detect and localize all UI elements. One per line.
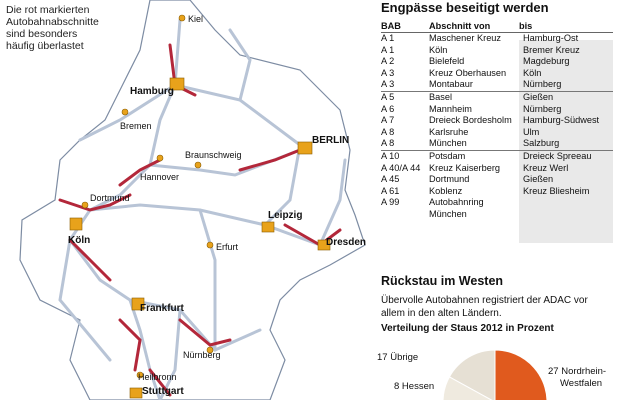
cell-to: Ulm	[523, 126, 540, 137]
cell-bab: A 1	[381, 33, 395, 43]
cell-to: Kreuz Bliesheim	[523, 185, 590, 196]
chart-subtitle: Verteilung der Staus 2012 in Prozent	[381, 323, 554, 334]
cell-to: Gießen	[523, 174, 554, 185]
cell-to: Nürnberg	[523, 103, 562, 114]
table-row	[381, 104, 613, 116]
cell-from: Autobahnring München	[429, 197, 484, 219]
cell-bab: A 2	[381, 56, 395, 67]
pie-label-uebrige: 17 Übrige	[377, 352, 419, 363]
table-row	[381, 79, 613, 91]
cell-from: Basel	[429, 91, 519, 103]
cell-bab: A 99	[381, 197, 400, 208]
city-label-erfurt: Erfurt	[216, 242, 239, 252]
bottleneck-panel	[381, 0, 613, 221]
cell-from: Dreieck Bordesholm	[429, 115, 512, 126]
cell-from: Köln	[429, 44, 448, 55]
table-row	[381, 186, 613, 198]
table-row	[381, 68, 613, 80]
table-row	[381, 45, 613, 57]
city-label-berlin: BERLIN	[312, 135, 350, 146]
pie-label-nrw-2: Westfalen	[560, 378, 603, 389]
cell-from: Dortmund	[429, 174, 470, 185]
table-row	[381, 91, 613, 103]
cell-bab: A 1	[381, 44, 395, 55]
map-note: Die rot markierten Autobahnabschnitte sind besonders häufig überlastet	[6, 4, 99, 52]
germany-outline	[20, 0, 365, 400]
city-label-koeln: Köln	[68, 235, 91, 246]
city-label-hannover: Hannover	[140, 172, 180, 182]
cell-bab: A 8	[381, 126, 395, 137]
pie-slice-nordrhein-westfalen	[495, 350, 547, 400]
table-row	[381, 163, 613, 175]
city-label-braunschweig: Braunschweig	[185, 150, 242, 160]
cell-to: Bremer Kreuz	[523, 44, 580, 55]
cell-to: Magdeburg	[523, 56, 570, 67]
table-row	[381, 150, 613, 162]
table-row	[381, 138, 613, 150]
city-label-heilbronn: Heilbronn	[138, 372, 177, 382]
cell-bab: A 7	[381, 115, 395, 126]
bottleneck-table	[381, 21, 613, 221]
city-label-bremen: Bremen	[120, 121, 152, 131]
cell-to: Nürnberg	[523, 79, 562, 90]
city-label-dresden: Dresden	[326, 237, 367, 248]
section-title: Rückstau im Westen	[381, 274, 504, 288]
table-row	[381, 56, 613, 68]
col-header-to: bis	[519, 21, 613, 33]
col-header-from: Abschnitt von	[429, 21, 519, 33]
cell-from: Karlsruhe	[429, 126, 469, 137]
cell-bab: A 6	[381, 103, 395, 114]
cell-to: Salzburg	[523, 138, 560, 149]
cell-from: Mannheim	[429, 103, 472, 114]
cell-from: Maschener Kreuz	[429, 33, 502, 43]
city-label-kiel: Kiel	[188, 14, 204, 24]
cell-from: Bielefeld	[429, 56, 465, 67]
cell-to: Hamburg-Ost	[523, 33, 579, 43]
cell-bab: A 3	[381, 79, 395, 90]
city-label-leipzig: Leipzig	[268, 210, 303, 221]
congestion-pie-chart	[440, 340, 550, 400]
pie-label-hessen: 8 Hessen	[394, 381, 435, 392]
pie-label-nrw-1: 27 Nordrhein-	[548, 366, 607, 377]
cell-from: Montabaur	[429, 79, 473, 90]
section-text: Übervolle Autobahnen registriert der ADAC vor allem in den alten Ländern.	[381, 295, 588, 319]
table-row	[381, 115, 613, 127]
cell-to: Hamburg-Südwest	[523, 115, 600, 126]
cell-bab: A 5	[381, 91, 429, 103]
cell-to	[519, 197, 613, 220]
city-label-nuernberg: Nürnberg	[183, 350, 221, 360]
city-label-hamburg: Hamburg	[130, 86, 174, 97]
city-label-frankfurt: Frankfurt	[140, 303, 184, 314]
table-row	[381, 33, 613, 45]
table-row	[381, 174, 613, 186]
cell-to: Köln	[523, 67, 542, 78]
cell-bab: A 10	[381, 150, 429, 162]
cell-bab: A 3	[381, 67, 395, 78]
cell-to: Dreieck Spreeau	[519, 150, 613, 162]
city-label-stuttgart: Stuttgart	[142, 386, 184, 397]
congestion-section	[381, 274, 613, 334]
cell-from: Potsdam	[429, 150, 519, 162]
table-header-row	[381, 21, 613, 33]
city-label-dortmund: Dortmund	[90, 193, 130, 203]
cell-bab: A 61	[381, 185, 400, 196]
cell-bab: A 45	[381, 174, 400, 185]
cell-from: München	[429, 138, 467, 149]
table-row	[381, 197, 613, 220]
cell-from: Kreuz Kaiserberg	[429, 162, 500, 173]
panel-title: Engpässe beseitigt werden	[381, 0, 549, 15]
cell-to: Gießen	[519, 91, 613, 103]
cell-from: Koblenz	[429, 185, 463, 196]
cell-from: Kreuz Oberhausen	[429, 67, 507, 78]
cell-bab: A 8	[381, 138, 395, 149]
cell-to: Kreuz Werl	[523, 162, 569, 173]
col-header-bab: BAB	[381, 21, 429, 33]
cell-bab: A 40/A 44	[381, 162, 421, 173]
table-row	[381, 127, 613, 139]
